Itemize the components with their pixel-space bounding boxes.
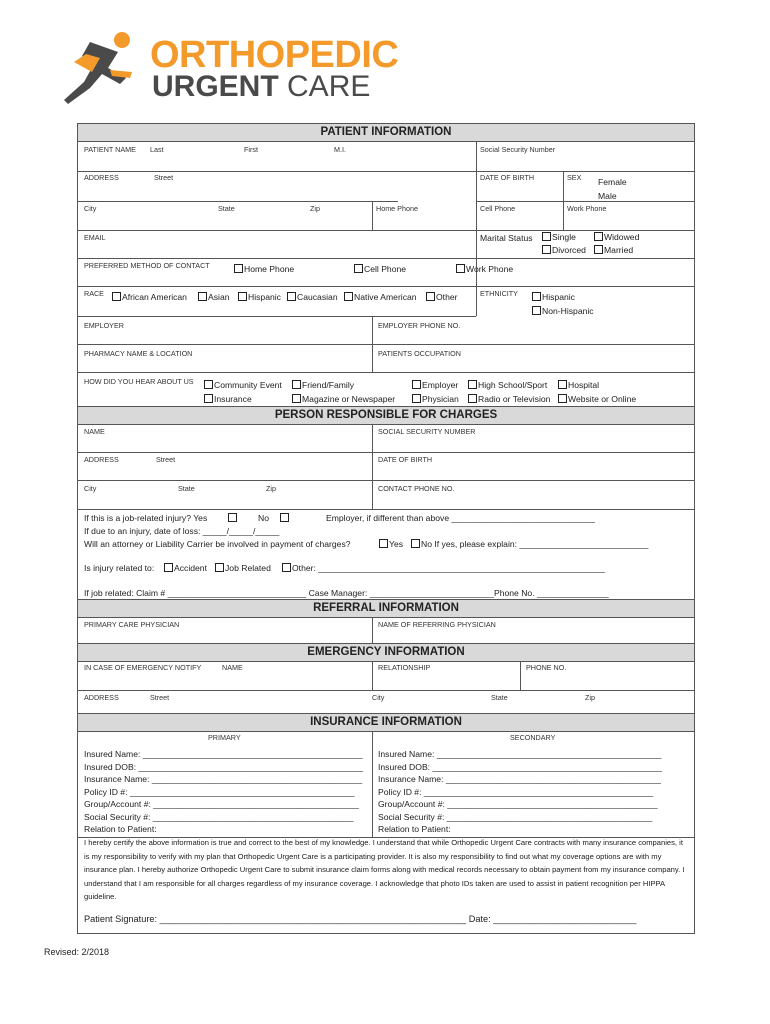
- option-accident[interactable]: Accident: [164, 563, 207, 573]
- label-emergency-notify: IN CASE OF EMERGENCY NOTIFY: [84, 663, 202, 672]
- text-claim-line: If job related: Claim # _____________________________ Case Manager: __________________________Phone No. _______________: [84, 588, 609, 598]
- registration-form: [77, 123, 695, 838]
- field-primary-relation[interactable]: Relation to Patient:: [84, 824, 157, 834]
- label-email: EMAIL: [84, 233, 106, 242]
- option-contact-cell[interactable]: Cell Phone: [354, 264, 406, 274]
- certification-text: I hereby certify the above information is true and correct to the best of my knowledge. I understand that while Orthopedic Urgent Care contracts with many insurance companies, it is my responsibility to verify with my plan that Orthopedic Urgent Care is a participating provider. It is also my responsibility to find out what my coverage options are with my insurance plan. I hereby authorize Orthopedic Urgent Care to submit insurance claim forms along with medical records necessary to obtain payment from my insurance company. I understand that I am responsible for all charges regardless of my insurance coverage. I acknowledge that photo IDs taken are used to assist in patient recognition per HIPPA guideline.: [84, 838, 685, 901]
- checkbox-icon[interactable]: [532, 306, 541, 315]
- field-primary-policy-id[interactable]: Policy ID #: _______________________________________________: [84, 786, 355, 797]
- field-primary-insured-dob[interactable]: Insured DOB: _______________________________________________: [84, 761, 364, 772]
- option-hispanic[interactable]: Hispanic: [532, 292, 575, 302]
- label-dob: DATE OF BIRTH: [480, 173, 535, 182]
- label-how-heard: HOW DID YOU HEAR ABOUT US: [84, 377, 194, 386]
- field-secondary-insured-dob[interactable]: Insured DOB: ________________________________________________: [378, 761, 662, 772]
- option-other[interactable]: Other: ____________________________________________________________: [282, 563, 605, 573]
- checkbox-icon[interactable]: [164, 563, 173, 572]
- option-race-caucasian[interactable]: Caucasian: [287, 292, 338, 302]
- checkbox-icon[interactable]: [112, 292, 121, 301]
- label-resp-phone: CONTACT PHONE NO.: [378, 484, 455, 493]
- option-divorced[interactable]: Divorced: [542, 245, 586, 255]
- checkbox-icon[interactable]: [282, 563, 291, 572]
- label-last: Last: [150, 145, 164, 154]
- field-primary-insured-name[interactable]: Insured Name: ______________________________________________: [84, 749, 363, 759]
- runner-icon: [60, 28, 152, 108]
- label-sex: SEX: [567, 173, 582, 182]
- option-job-related[interactable]: Job Related: [215, 563, 271, 573]
- section-patient-information: PATIENT INFORMATION: [78, 124, 694, 142]
- field-secondary-group[interactable]: Group/Account #: ____________________________________________: [378, 799, 658, 809]
- label-patient-name: PATIENT NAME: [84, 145, 136, 154]
- section-referral: REFERRAL INFORMATION: [78, 599, 694, 618]
- label-emergency-name: NAME: [222, 663, 243, 672]
- label-resp-street: Street: [156, 455, 176, 464]
- option-race-other[interactable]: Other: [426, 292, 458, 302]
- label-resp-name: NAME: [84, 427, 105, 436]
- label-cell-phone: Cell Phone: [480, 204, 516, 213]
- checkbox-icon[interactable]: [344, 292, 353, 301]
- checkbox-icon[interactable]: [532, 292, 541, 301]
- option-community-event[interactable]: Community Event: [204, 380, 282, 390]
- checkbox-icon[interactable]: [412, 394, 421, 403]
- text-employer-if-different: Employer, if different than above ______________________________: [326, 513, 595, 523]
- label-emergency-address: ADDRESS: [84, 693, 119, 702]
- field-secondary-policy-id[interactable]: Policy ID #: ________________________________________________: [378, 786, 654, 797]
- label-occupation: PATIENTS OCCUPATION: [378, 349, 461, 358]
- option-female[interactable]: Female: [598, 177, 627, 187]
- checkbox-icon[interactable]: [468, 394, 477, 403]
- certification-box: [77, 836, 695, 934]
- section-insurance: INSURANCE INFORMATION: [78, 713, 694, 732]
- checkbox-icon[interactable]: [558, 380, 567, 389]
- label-emergency-state: State: [491, 693, 508, 702]
- field-secondary-relation[interactable]: Relation to Patient:: [378, 824, 451, 834]
- option-married[interactable]: Married: [594, 245, 633, 255]
- label-mi: M.I.: [334, 145, 346, 154]
- brand-line2: URGENT CARE: [152, 70, 371, 103]
- logo: [60, 28, 399, 108]
- label-emergency-relationship: RELATIONSHIP: [378, 663, 431, 672]
- checkbox-job-yes[interactable]: [228, 513, 237, 522]
- option-magazine[interactable]: Magazine or Newspaper: [292, 394, 395, 404]
- label-resp-dob: DATE OF BIRTH: [378, 455, 433, 464]
- field-secondary-insurance-name[interactable]: Insurance Name: _____________________________________________: [378, 774, 661, 784]
- checkbox-icon[interactable]: [215, 563, 224, 572]
- checkbox-icon[interactable]: [238, 292, 247, 301]
- field-secondary-ssn[interactable]: Social Security #: ___________________________________________: [378, 811, 653, 822]
- checkbox-icon[interactable]: [234, 264, 243, 273]
- label-secondary: SECONDARY: [510, 733, 556, 742]
- option-hospital[interactable]: Hospital: [558, 380, 599, 390]
- label-work-phone: Work Phone: [567, 204, 607, 213]
- section-emergency: EMERGENCY INFORMATION: [78, 643, 694, 662]
- checkbox-icon[interactable]: [198, 292, 207, 301]
- option-widowed[interactable]: Widowed: [594, 232, 639, 242]
- option-contact-home[interactable]: Home Phone: [234, 264, 294, 274]
- option-race-asian[interactable]: Asian: [198, 292, 230, 302]
- field-primary-group[interactable]: Group/Account #: ___________________________________________: [84, 799, 359, 809]
- checkbox-icon[interactable]: [354, 264, 363, 273]
- option-friend-family[interactable]: Friend/Family: [292, 380, 354, 390]
- checkbox-icon[interactable]: [468, 380, 477, 389]
- checkbox-icon[interactable]: [287, 292, 296, 301]
- label-state: State: [218, 204, 235, 213]
- label-employer: EMPLOYER: [84, 321, 124, 330]
- option-physician[interactable]: Physician: [412, 394, 459, 404]
- signature-line[interactable]: Patient Signature: ____________________________________________________________ Date: ____________________________: [84, 914, 637, 924]
- option-radio-tv[interactable]: Radio or Television: [468, 394, 550, 404]
- checkbox-icon[interactable]: [412, 380, 421, 389]
- label-resp-zip: Zip: [266, 484, 276, 493]
- field-primary-insurance-name[interactable]: Insurance Name: ____________________________________________: [84, 774, 363, 784]
- checkbox-job-no[interactable]: [280, 513, 289, 522]
- field-primary-ssn[interactable]: Social Security #: __________________________________________: [84, 811, 354, 822]
- label-contact-method: PREFERRED METHOD OF CONTACT: [84, 261, 210, 270]
- label-resp-state: State: [178, 484, 195, 493]
- checkbox-icon[interactable]: [542, 232, 551, 241]
- label-marital: Marital Status: [480, 233, 533, 243]
- checkbox-icon[interactable]: [292, 380, 301, 389]
- option-race-hispanic[interactable]: Hispanic: [238, 292, 281, 302]
- field-secondary-insured-name[interactable]: Insured Name: _______________________________________________: [378, 749, 662, 759]
- text-date-of-loss: If due to an injury, date of loss: _____/_____/_____: [84, 526, 280, 536]
- option-contact-work[interactable]: Work Phone: [456, 264, 513, 274]
- text-job-no: No: [258, 513, 269, 523]
- option-race-native-american[interactable]: Native American: [344, 292, 417, 302]
- label-street: Street: [154, 173, 174, 182]
- checkbox-icon[interactable]: [426, 292, 435, 301]
- revised-date: Revised: 2/2018: [44, 947, 110, 957]
- label-employer-phone: EMPLOYER PHONE NO.: [378, 321, 461, 330]
- text-job-related-question: If this is a job-related injury? Yes: [84, 513, 208, 523]
- brand-line1: ORTHOPEDIC: [150, 34, 399, 76]
- checkbox-icon[interactable]: [542, 245, 551, 254]
- checkbox-icon[interactable]: [594, 245, 603, 254]
- option-attorney-no[interactable]: No If yes, please explain: ___________________________: [411, 539, 648, 549]
- checkbox-icon[interactable]: [379, 539, 388, 548]
- option-high-school-sport[interactable]: High School/Sport: [468, 380, 547, 390]
- option-insurance[interactable]: Insurance: [204, 394, 252, 404]
- label-ethnicity: ETHNICITY: [480, 289, 518, 298]
- text-attorney-question: Will an attorney or Liability Carrier be involved in payment of charges?: [84, 539, 351, 549]
- label-city: City: [84, 204, 97, 213]
- option-non-hispanic[interactable]: Non-Hispanic: [532, 306, 594, 316]
- option-attorney-yes[interactable]: Yes: [379, 539, 403, 549]
- label-primary: PRIMARY: [208, 733, 241, 742]
- label-home-phone: Home Phone: [376, 204, 418, 213]
- checkbox-icon[interactable]: [411, 539, 420, 548]
- label-resp-ssn: SOCIAL SECURITY NUMBER: [378, 427, 476, 436]
- option-single[interactable]: Single: [542, 232, 576, 242]
- checkbox-icon[interactable]: [456, 264, 465, 273]
- text-injury-related: Is injury related to:: [84, 563, 155, 573]
- checkbox-icon[interactable]: [204, 380, 213, 389]
- label-referring-physician: NAME OF REFERRING PHYSICIAN: [378, 620, 496, 629]
- label-zip: Zip: [310, 204, 320, 213]
- label-pharmacy: PHARMACY NAME & LOCATION: [84, 349, 193, 358]
- checkbox-icon[interactable]: [594, 232, 603, 241]
- label-emergency-zip: Zip: [585, 693, 595, 702]
- label-race: RACE: [84, 289, 104, 298]
- option-website[interactable]: Website or Online: [558, 394, 636, 404]
- label-address: ADDRESS: [84, 173, 119, 182]
- checkbox-icon[interactable]: [292, 394, 301, 403]
- section-person-responsible: PERSON RESPONSIBLE FOR CHARGES: [78, 406, 694, 425]
- option-race-african-american[interactable]: African American: [112, 292, 187, 302]
- label-resp-address: ADDRESS: [84, 455, 119, 464]
- option-male[interactable]: Male: [598, 191, 617, 201]
- checkbox-icon[interactable]: [558, 394, 567, 403]
- option-employer[interactable]: Employer: [412, 380, 458, 390]
- checkbox-icon[interactable]: [204, 394, 213, 403]
- label-first: First: [244, 145, 258, 154]
- label-resp-city: City: [84, 484, 97, 493]
- label-pcp: PRIMARY CARE PHYSICIAN: [84, 620, 180, 629]
- label-ssn: Social Security Number: [480, 145, 556, 154]
- label-emergency-street: Street: [150, 693, 170, 702]
- label-emergency-city: City: [372, 693, 385, 702]
- label-emergency-phone: PHONE NO.: [526, 663, 567, 672]
